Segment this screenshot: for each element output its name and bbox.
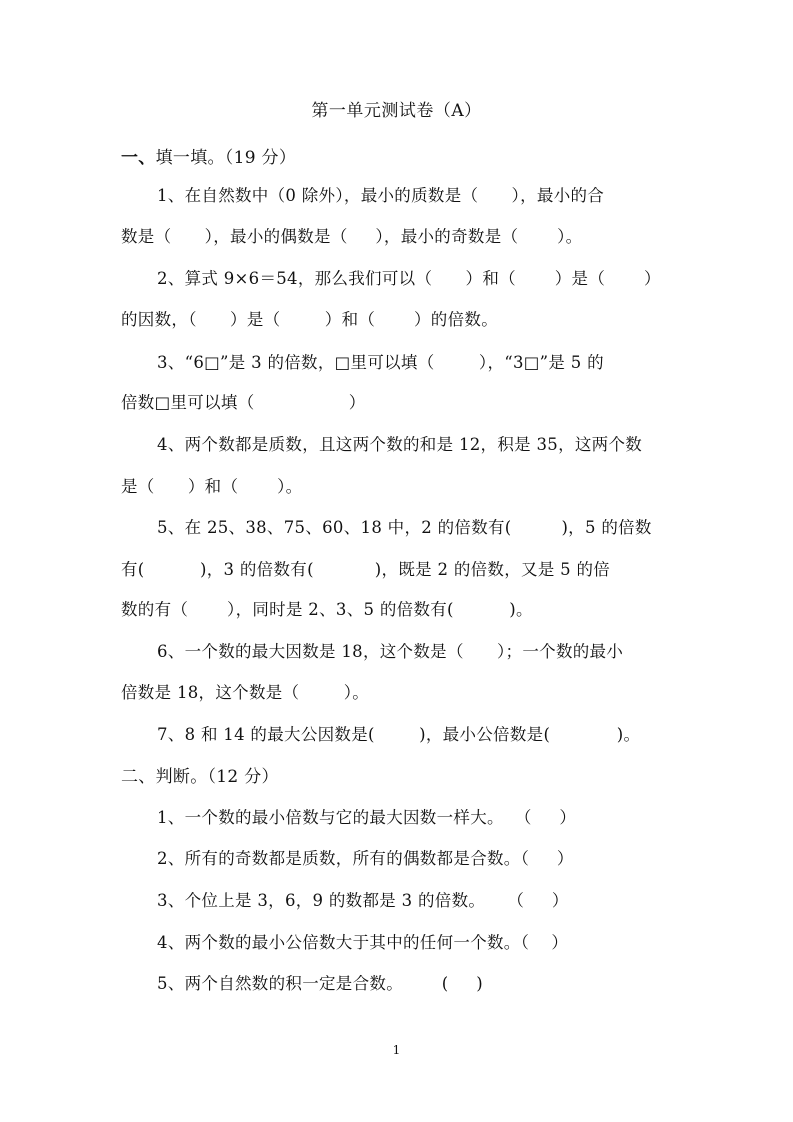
judge-item-4: 4、两个数的最小公倍数大于其中的任何一个数。（ ） <box>157 933 569 952</box>
q2-line2: 的因数，（ ）是（ ）和（ ）的倍数。 <box>121 310 498 329</box>
q5-line1: 5、在 25、38、75、60、18 中，2 的倍数有( )，5 的倍数 <box>157 518 652 537</box>
page-title: 第一单元测试卷（A） <box>311 101 482 121</box>
judge-item-1: 1、一个数的最小倍数与它的最大因数一样大。 （ ） <box>157 808 577 827</box>
q4-line2: 是（ ）和（ ）。 <box>121 477 303 496</box>
q3-line2: 倍数□里可以填（ ） <box>121 393 366 412</box>
q6-line1: 6、一个数的最大因数是 18，这个数是（ ）；一个数的最小 <box>157 642 624 661</box>
q4-line1: 4、两个数都是质数，且这两个数的和是 12，积是 35，这两个数 <box>157 435 643 454</box>
q5-line2: 有( )，3 的倍数有( )，既是 2 的倍数，又是 5 的倍 <box>121 560 611 579</box>
judge-item-5: 5、两个自然数的积一定是合数。 ( ) <box>157 974 484 993</box>
q1-line2: 数是（ ），最小的偶数是（ ），最小的奇数是（ ）。 <box>121 227 583 246</box>
page-number: 1 <box>392 1043 401 1057</box>
q5-line3: 数的有（ ），同时是 2、3、5 的倍数有( )。 <box>121 600 533 619</box>
q2-line1: 2、算式 9×6＝54，那么我们可以（ ）和（ ）是（ ） <box>157 269 661 288</box>
q3-line1: 3、“6□”是 3 的倍数，□里可以填（ ），“3□”是 5 的 <box>157 353 604 372</box>
judge-item-2: 2、所有的奇数都是质数，所有的偶数都是合数。（ ） <box>157 849 574 868</box>
q7-line1: 7、8 和 14 的最大公因数是( )，最小公倍数是( )。 <box>157 725 641 744</box>
section2-heading: 二、判断。（12 分） <box>121 767 279 787</box>
q6-line2: 倍数是 18，这个数是（ ）。 <box>121 683 370 702</box>
q1-line1: 1、在自然数中（0 除外），最小的质数是（ ），最小的合 <box>157 186 605 205</box>
section1-heading <box>121 147 681 169</box>
section1-title: 填一填。（19 分） <box>155 148 297 168</box>
section1-number: 一、 <box>121 148 156 168</box>
judge-item-3: 3、个位上是 3，6，9 的数都是 3 的倍数。 （ ） <box>157 891 569 910</box>
